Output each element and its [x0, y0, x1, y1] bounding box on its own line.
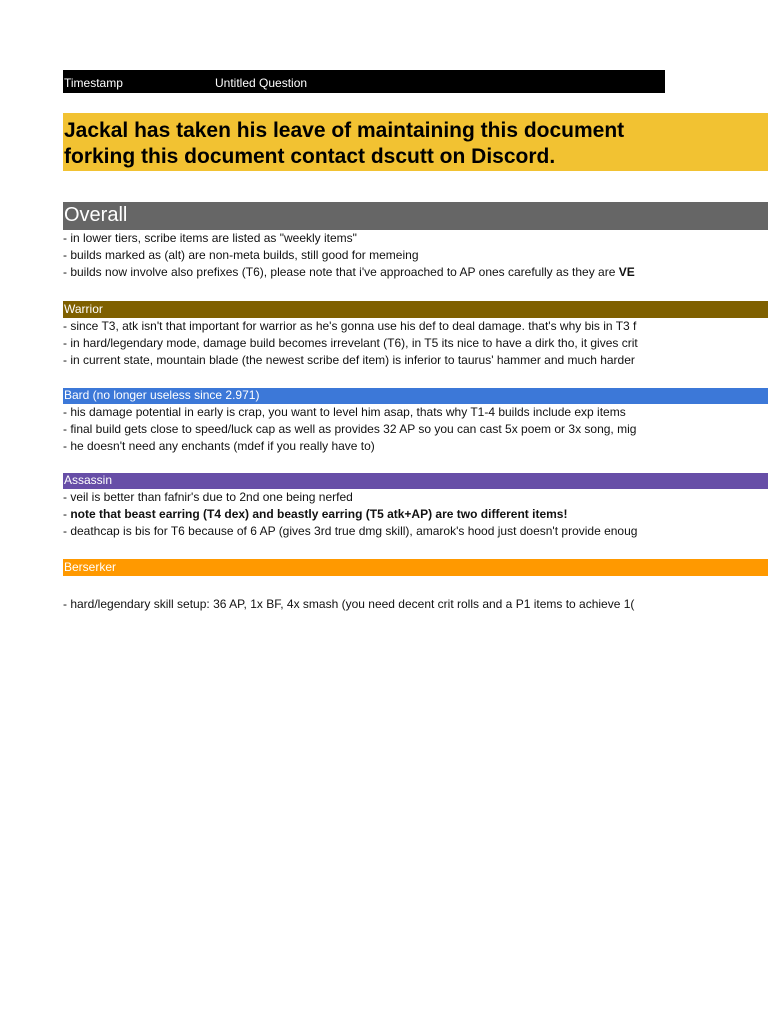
timestamp-header: Timestamp	[64, 76, 123, 90]
warrior-line-2: - in hard/legendary mode, damage build becomes irrevelant (T6), in T5 its nice to have a dirk tho, it gives crit	[63, 336, 638, 350]
section-overall	[63, 202, 768, 230]
section-title-assassin: Assassin	[64, 473, 113, 487]
bard-line-2: - final build gets close to speed/luck cap as well as provides 32 AP so you can cast 5x poem or 3x song, mig	[63, 422, 637, 436]
assassin-line-1: - veil is better than fafnir's due to 2nd one being nerfed	[63, 490, 353, 504]
section-assassin	[63, 473, 768, 489]
overall-line-1: - in lower tiers, scribe items are listed as "weekly items"	[63, 231, 357, 245]
section-bard	[63, 388, 768, 404]
section-title-bard: Bard (no longer useless since 2.971)	[64, 388, 260, 402]
notice-banner	[63, 113, 768, 171]
overall-line-3-text: - builds now involve also prefixes (T6), please note that i've approached to AP ones carefully as they are	[63, 265, 619, 279]
section-title-overall: Overall	[64, 204, 128, 226]
section-title-berserker: Berserker	[64, 560, 117, 574]
notice-line-1: Jackal has taken his leave of maintaining this document	[64, 119, 625, 142]
section-berserker	[63, 559, 768, 576]
berserker-line-1: - hard/legendary skill setup: 36 AP, 1x BF, 4x smash (you need decent crit rolls and a P1 items to achieve 1(	[63, 597, 635, 611]
overall-line-3-emphasis: VE	[618, 265, 635, 279]
overall-line-2: - builds marked as (alt) are non-meta builds, still good for memeing	[63, 248, 419, 262]
warrior-line-3: - in current state, mountain blade (the newest scribe def item) is inferior to taurus' hammer and much harder	[63, 353, 635, 367]
assassin-line-2-prefix: -	[63, 507, 71, 521]
section-title-warrior: Warrior	[64, 302, 103, 316]
assassin-line-3: - deathcap is bis for T6 because of 6 AP (gives 3rd true dmg skill), amarok's hood just doesn't provide enoug	[63, 524, 638, 538]
warrior-line-1: - since T3, atk isn't that important for warrior as he's gonna use his def to deal damage. that's why bis in T3 f	[63, 319, 637, 333]
bard-line-1: - his damage potential in early is crap, you want to level him asap, thats why T1-4 builds include exp items	[63, 405, 626, 419]
overall-line-3	[63, 264, 665, 281]
assassin-line-2-bold: note that beast earring (T4 dex) and beastly earring (T5 atk+AP) are two different items!	[70, 507, 568, 521]
notice-line-2: forking this document contact dscutt on Discord.	[64, 145, 556, 168]
assassin-line-2	[63, 506, 665, 523]
bard-line-3: - he doesn't need any enchants (mdef if you really have to)	[63, 439, 375, 453]
question-header: Untitled Question	[215, 76, 308, 90]
section-warrior	[63, 301, 768, 318]
column-header-row	[63, 70, 665, 93]
